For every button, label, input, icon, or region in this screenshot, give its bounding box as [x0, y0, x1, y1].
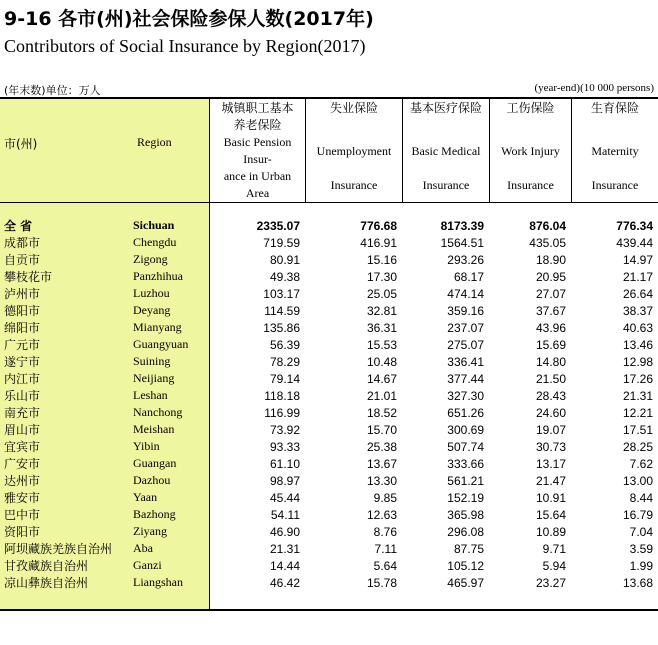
cell-injury: 43.96	[535, 320, 566, 335]
table-row	[0, 251, 658, 268]
cell-pension: 78.29	[269, 354, 300, 369]
table-row	[0, 455, 658, 472]
cell-maternity: 17.26	[622, 371, 653, 386]
cell-unemployment: 9.85	[373, 490, 397, 505]
cell-medical: 336.41	[447, 354, 484, 369]
cell-maternity: 12.98	[622, 354, 653, 369]
cell-maternity: 439.44	[616, 235, 653, 250]
cell-injury: 21.47	[535, 473, 566, 488]
cell-region-en: Bazhong	[133, 507, 176, 521]
cell-medical: 296.08	[447, 524, 484, 539]
cell-unemployment: 17.30	[366, 269, 397, 284]
cell-unemployment: 36.31	[366, 320, 397, 335]
cell-maternity: 28.25	[622, 439, 653, 454]
cell-city-cn: 成都市	[4, 236, 41, 250]
table-row-total	[0, 217, 658, 234]
cell-region-en: Zigong	[133, 252, 168, 266]
cell-region-en: Nanchong	[133, 405, 183, 419]
cell-unemployment: 25.05	[366, 286, 397, 301]
cell-maternity: 16.79	[622, 507, 653, 522]
cell-city-cn: 全 省	[4, 219, 33, 233]
cell-medical: 507.74	[447, 439, 484, 454]
cell-pension: 14.44	[269, 558, 300, 573]
cell-unemployment: 14.67	[366, 371, 397, 386]
cell-pension: 56.39	[269, 337, 300, 352]
cell-injury: 37.67	[535, 303, 566, 318]
cell-medical: 465.97	[447, 575, 484, 590]
cell-maternity: 26.64	[622, 286, 653, 301]
header-region: Region	[137, 135, 172, 149]
cell-region-en: Deyang	[133, 303, 171, 317]
cell-maternity: 21.31	[622, 388, 653, 403]
cell-region-en: Guangan	[133, 456, 177, 470]
cell-unemployment: 15.78	[366, 575, 397, 590]
cell-medical: 561.21	[447, 473, 484, 488]
cell-city-cn: 巴中市	[4, 508, 41, 522]
header-maternity-en-1: Maternity	[591, 144, 639, 158]
cell-city-cn: 广元市	[4, 338, 41, 352]
table-row	[0, 421, 658, 438]
table-row	[0, 472, 658, 489]
cell-region-en: Aba	[133, 541, 153, 555]
unit-label-cn: (年末数)单位：万人	[4, 84, 101, 97]
cell-injury: 15.69	[535, 337, 566, 352]
header-medical-en-1: Basic Medical	[411, 144, 481, 158]
cell-maternity: 38.37	[622, 303, 653, 318]
cell-unemployment: 8.76	[373, 524, 397, 539]
cell-medical: 1564.51	[440, 235, 484, 250]
cell-city-cn: 自贡市	[4, 253, 41, 267]
cell-medical: 87.75	[453, 541, 484, 556]
cell-maternity: 7.62	[629, 456, 653, 471]
header-medical	[403, 100, 489, 194]
cell-maternity: 776.34	[616, 218, 653, 233]
header-unemployment-en-1: Unemployment	[316, 144, 392, 158]
cell-pension: 135.86	[263, 320, 300, 335]
cell-medical: 377.44	[447, 371, 484, 386]
cell-injury: 14.80	[535, 354, 566, 369]
header-medical-en-2: Insurance	[422, 178, 470, 192]
cell-maternity: 17.51	[622, 422, 653, 437]
header-maternity-en-2: Insurance	[591, 178, 639, 192]
cell-injury: 20.95	[535, 269, 566, 284]
cell-medical: 300.69	[447, 422, 484, 437]
cell-pension: 103.17	[263, 286, 300, 301]
cell-city-cn: 广安市	[4, 457, 41, 471]
cell-pension: 61.10	[269, 456, 300, 471]
cell-maternity: 40.63	[622, 320, 653, 335]
cell-region-en: Sichuan	[133, 218, 175, 232]
data-table	[0, 217, 658, 591]
table-row	[0, 438, 658, 455]
cell-city-cn: 甘孜藏族自治州	[4, 559, 89, 573]
cell-unemployment: 776.68	[360, 218, 397, 233]
cell-region-en: Yaan	[133, 490, 158, 504]
cell-injury: 13.17	[535, 456, 566, 471]
cell-injury: 18.90	[535, 252, 566, 267]
cell-region-en: Panzhihua	[133, 269, 183, 283]
cell-city-cn: 南充市	[4, 406, 41, 420]
cell-pension: 98.97	[269, 473, 300, 488]
cell-city-cn: 阿坝藏族羌族自治州	[4, 542, 113, 556]
cell-unemployment: 21.01	[366, 388, 397, 403]
header-unemployment-en-2: Insurance	[330, 178, 378, 192]
page-title-en: Contributors of Social Insurance by Region(2017)	[4, 36, 366, 56]
cell-maternity: 8.44	[629, 490, 653, 505]
table-row	[0, 489, 658, 506]
table-row	[0, 574, 658, 591]
header-maternity	[572, 100, 658, 194]
header-injury-en-1: Work Injury	[501, 144, 560, 158]
cell-pension: 49.38	[269, 269, 300, 284]
cell-unemployment: 7.11	[374, 541, 397, 556]
cell-city-cn: 乐山市	[4, 389, 41, 403]
cell-injury: 9.71	[542, 541, 566, 556]
table-row	[0, 268, 658, 285]
cell-unemployment: 25.38	[366, 439, 397, 454]
cell-injury: 24.60	[535, 405, 566, 420]
cell-pension: 46.42	[269, 575, 300, 590]
cell-region-en: Dazhou	[133, 473, 171, 487]
cell-unemployment: 15.16	[366, 252, 397, 267]
cell-pension: 719.59	[263, 235, 300, 250]
header-unemployment-cn: 失业保险	[329, 101, 378, 115]
table-top-rule	[0, 97, 658, 99]
table-row	[0, 404, 658, 421]
cell-unemployment: 15.53	[366, 337, 397, 352]
cell-city-cn: 宜宾市	[4, 440, 41, 454]
cell-region-en: Yibin	[133, 439, 160, 453]
table-row	[0, 523, 658, 540]
cell-medical: 105.12	[447, 558, 484, 573]
cell-unemployment: 10.48	[366, 354, 397, 369]
cell-pension: 46.90	[269, 524, 300, 539]
cell-medical: 293.26	[447, 252, 484, 267]
header-injury-en-2: Insurance	[507, 178, 554, 192]
cell-city-cn: 遂宁市	[4, 355, 41, 369]
cell-pension: 2335.07	[256, 218, 300, 233]
cell-injury: 27.07	[535, 286, 566, 301]
cell-region-en: Guangyuan	[133, 337, 189, 351]
cell-injury: 21.50	[535, 371, 566, 386]
cell-maternity: 7.04	[629, 524, 653, 539]
table-row	[0, 234, 658, 251]
header-unemployment	[306, 100, 402, 194]
table-row	[0, 506, 658, 523]
cell-injury: 10.91	[535, 490, 566, 505]
header-pension-en-1: Basic Pension Insur-	[223, 135, 292, 166]
cell-unemployment: 13.67	[366, 456, 397, 471]
cell-maternity: 14.97	[622, 252, 653, 267]
cell-maternity: 13.68	[622, 575, 653, 590]
cell-region-en: Leshan	[133, 388, 168, 402]
page-title-cn: 9-16 各市(州)社会保险参保人数(2017年)	[4, 8, 374, 30]
cell-city-cn: 达州市	[4, 474, 41, 488]
cell-medical: 333.66	[447, 456, 484, 471]
cell-injury: 15.64	[535, 507, 566, 522]
header-pension-en-2: ance in Urban Area	[223, 169, 292, 200]
cell-medical: 327.30	[447, 388, 484, 403]
cell-city-cn: 德阳市	[4, 304, 41, 318]
cell-injury: 10.89	[535, 524, 566, 539]
cell-city-cn: 泸州市	[4, 287, 41, 301]
table-row	[0, 540, 658, 557]
cell-medical: 237.07	[447, 320, 484, 335]
cell-medical: 275.07	[447, 337, 484, 352]
cell-city-cn: 眉山市	[4, 423, 41, 437]
cell-region-en: Suining	[133, 354, 171, 368]
cell-pension: 93.33	[269, 439, 300, 454]
table-row	[0, 302, 658, 319]
header-medical-cn: 基本医疗保险	[409, 101, 482, 115]
cell-injury: 23.27	[535, 575, 566, 590]
cell-city-cn: 内江市	[4, 372, 41, 386]
cell-medical: 359.16	[447, 303, 484, 318]
table-bottom-rule	[0, 609, 658, 611]
header-pension-cn: 城镇职工基本养老保险	[221, 101, 294, 132]
cell-medical: 474.14	[447, 286, 484, 301]
cell-unemployment: 416.91	[360, 235, 397, 250]
cell-pension: 21.31	[269, 541, 300, 556]
cell-pension: 116.99	[264, 405, 300, 420]
cell-unemployment: 18.52	[366, 405, 397, 420]
header-pension	[210, 100, 305, 202]
cell-medical: 651.26	[447, 405, 484, 420]
cell-pension: 79.14	[269, 371, 300, 386]
cell-city-cn: 攀枝花市	[4, 270, 53, 284]
cell-unemployment: 12.63	[366, 507, 397, 522]
cell-maternity: 21.17	[622, 269, 653, 284]
table-row	[0, 387, 658, 404]
header-city: 市(州)	[4, 137, 38, 151]
cell-pension: 73.92	[269, 422, 300, 437]
cell-medical: 68.17	[453, 269, 484, 284]
cell-injury: 5.94	[542, 558, 566, 573]
table-row	[0, 353, 658, 370]
cell-injury: 19.07	[535, 422, 566, 437]
cell-maternity: 3.59	[629, 541, 653, 556]
cell-injury: 876.04	[529, 218, 566, 233]
unit-label-en: (year-end)(10 000 persons)	[534, 82, 654, 94]
cell-pension: 80.91	[269, 252, 300, 267]
cell-pension: 114.59	[264, 303, 300, 318]
cell-region-en: Luzhou	[133, 286, 170, 300]
cell-maternity: 13.46	[622, 337, 653, 352]
cell-injury: 28.43	[535, 388, 566, 403]
header-maternity-cn: 生育保险	[590, 101, 639, 115]
cell-maternity: 12.21	[622, 405, 653, 420]
cell-injury: 30.73	[535, 439, 566, 454]
table-row	[0, 336, 658, 353]
cell-city-cn: 凉山彝族自治州	[4, 576, 89, 590]
cell-region-en: Chengdu	[133, 235, 177, 249]
cell-region-en: Liangshan	[133, 575, 183, 589]
cell-city-cn: 绵阳市	[4, 321, 41, 335]
cell-region-en: Ziyang	[133, 524, 167, 538]
cell-medical: 152.19	[447, 490, 484, 505]
cell-maternity: 13.00	[622, 473, 653, 488]
header-bottom-rule	[0, 202, 658, 203]
header-injury	[490, 100, 571, 194]
cell-injury: 435.05	[529, 235, 566, 250]
cell-unemployment: 15.70	[366, 422, 397, 437]
cell-pension: 118.18	[264, 388, 300, 403]
cell-pension: 54.11	[270, 507, 300, 522]
cell-maternity: 1.99	[629, 558, 653, 573]
cell-medical: 365.98	[447, 507, 484, 522]
cell-unemployment: 32.81	[366, 303, 397, 318]
header-injury-cn: 工伤保险	[506, 101, 555, 115]
cell-region-en: Meishan	[133, 422, 175, 436]
cell-region-en: Neijiang	[133, 371, 175, 385]
cell-city-cn: 资阳市	[4, 525, 41, 539]
table-row	[0, 557, 658, 574]
cell-region-en: Mianyang	[133, 320, 182, 334]
table-row	[0, 319, 658, 336]
cell-unemployment: 5.64	[373, 558, 397, 573]
cell-city-cn: 雅安市	[4, 491, 41, 505]
cell-pension: 45.44	[269, 490, 300, 505]
table-row	[0, 370, 658, 387]
table-row	[0, 285, 658, 302]
cell-unemployment: 13.30	[366, 473, 397, 488]
cell-region-en: Ganzi	[133, 558, 162, 572]
cell-medical: 8173.39	[440, 218, 484, 233]
